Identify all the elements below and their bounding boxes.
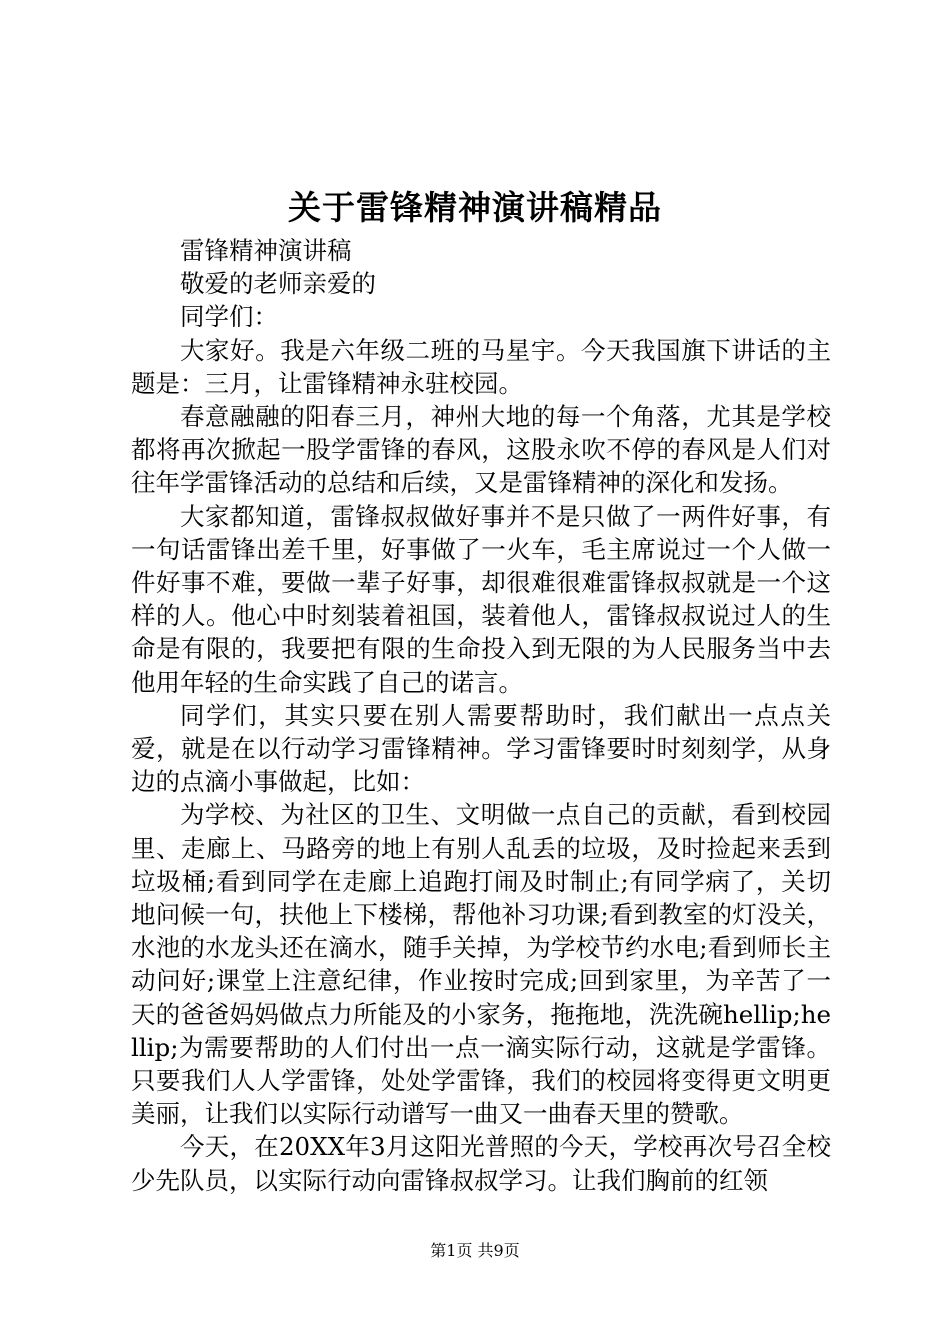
- paragraph: 同学们，其实只要在别人需要帮助时，我们献出一点点关爱，就是在以行动学习雷锋精神。学习雷锋要时时刻刻学，从身边的点滴小事做起，比如：: [131, 700, 831, 797]
- document-body: [131, 234, 831, 1197]
- paragraph-heading: 雷锋精神演讲稿: [180, 236, 352, 265]
- paragraph: 为学校、为社区的卫生、文明做一点自己的贡献，看到校园里、走廊上、马路旁的地上有别人乱丢的垃圾，及时捡起来丢到垃圾桶;看到同学在走廊上追跑打闹及时制止;有同学病了，关切地问候一句，扶他上下楼梯，帮他补习功课;看到教室的灯没关，水池的水龙头还在滴水，随手关掉，为学校节约水电;看到师长主动问好;课堂上注意纪律，作业按时完成;回到家里，为辛苦了一天的爸爸妈妈做点力所能及的小家务，拖拖地，洗洗碗hellip;hellip;为需要帮助的人们付出一点一滴实际行动，这就是学雷锋。只要我们人人学雷锋，处处学雷锋，我们的校园将变得更文明更美丽，让我们以实际行动谱写一曲又一曲春天里的赞歌。: [131, 800, 831, 1129]
- page-footer: 第1页 共9页: [430, 1241, 520, 1260]
- document-title: 关于雷锋精神演讲稿精品: [288, 188, 662, 227]
- paragraph: 大家好。我是六年级二班的马星宇。今天我国旗下讲话的主题是：三月，让雷锋精神永驻校园。: [131, 335, 831, 398]
- paragraph-salutation-cont: 同学们：: [180, 302, 278, 332]
- paragraph: 今天，在20XX年3月这阳光普照的今天，学校再次号召全校少先队员，以实际行动向雷锋叔叔学习。让我们胸前的红领: [131, 1132, 831, 1195]
- paragraph: 大家都知道，雷锋叔叔做好事并不是只做了一两件好事，有一句话雷锋出差千里，好事做了一火车，毛主席说过一个人做一件好事不难，要做一辈子好事，却很难很难雷锋叔叔就是一个这样的人。他心中时刻装着祖国，装着他人，雷锋叔叔说过人的生命是有限的，我要把有限的生命投入到无限的为人民服务当中去他用年轻的生命实践了自己的诺言。: [131, 501, 831, 697]
- paragraph: 春意融融的阳春三月，神州大地的每一个角落，尤其是学校都将再次掀起一股学雷锋的春风，这股永吹不停的春风是人们对往年学雷锋活动的总结和后续，又是雷锋精神的深化和发扬。: [131, 402, 831, 498]
- paragraph-salutation: 敬爱的老师亲爱的: [180, 269, 376, 299]
